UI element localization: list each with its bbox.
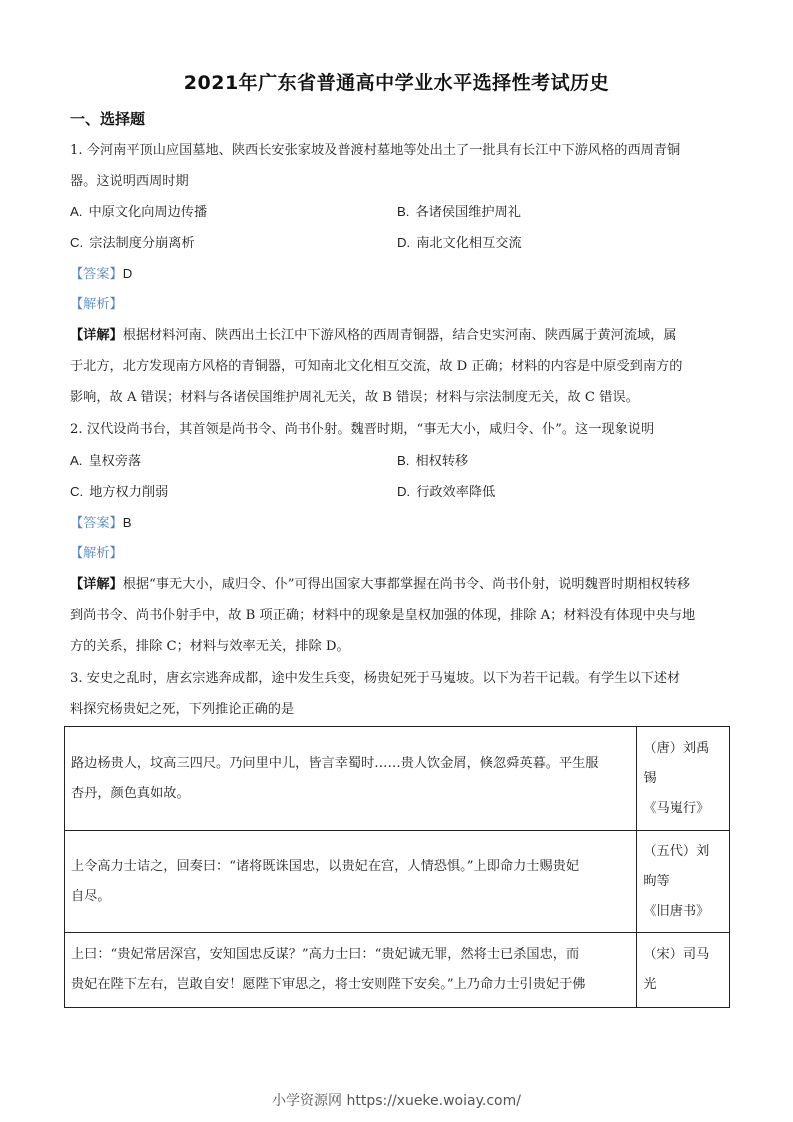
answer-label: 【答案】 (70, 516, 123, 531)
question-1-option-c (70, 233, 195, 254)
material-source (637, 933, 730, 1008)
question-1-stem-line-2: 器。这说明西周时期 (70, 174, 189, 189)
question-2-detail-line-2: 到尚书令、尚书仆射手中，故 B 项正确；材料中的现象是皇权加强的体现，排除 A；材料没有体现中央与地 (70, 608, 696, 623)
detail-label: 【详解】 (70, 577, 123, 592)
question-1-option-b (397, 202, 521, 223)
option-letter: A. (70, 453, 83, 468)
table-row (65, 831, 730, 933)
source-line: 《马嵬行》 (643, 800, 710, 816)
option-letter: A. (70, 204, 83, 219)
analysis-label: 【解析】 (70, 546, 123, 561)
table-row (65, 933, 730, 1008)
material-line: 自尽。 (71, 888, 111, 904)
option-text: 南北文化相互交流 (416, 236, 522, 251)
source-line: 锡 (643, 770, 657, 786)
material-line: 上令高力士诘之，回奏曰：“诸将既诛国忠，以贵妃在宫，人情恐惧。”上即命力士赐贵妃 (71, 858, 580, 874)
material-line: 贵妃在陛下左右，岂敢自安！愿陛下审思之，将士安则陛下安矣。”上乃命力士引贵妃于佛 (71, 977, 586, 992)
option-text: 相权转移 (415, 454, 469, 469)
source-line: （宋）司马 (643, 947, 710, 962)
question-2-option-c (70, 482, 168, 503)
question-1-stem-line-1: 1. 今河南平顶山应国墓地、陕西长安张家坡及普渡村墓地等处出土了一批具有长江中下游风格的西周青铜 (70, 143, 681, 158)
source-line: 昫等 (643, 873, 670, 889)
option-letter: D. (397, 235, 411, 250)
question-3-stem-line-1: 3. 安史之乱时，唐玄宗逃奔成都，途中发生兵变，杨贵妃死于马嵬坡。以下为若干记载。有学生以下述材 (70, 671, 681, 686)
material-line: 路边杨贵人，坟高三四尺。乃问里中儿，皆言幸蜀时……贵人饮金屑，倏忽舜英暮。平生服 (71, 755, 599, 771)
material-text (65, 933, 637, 1008)
source-line: （唐）刘禹 (643, 740, 710, 756)
detail-text: 根据材料河南、陕西出土长江中下游风格的西周青铜器，结合史实河南、陕西属于黄河流域，属 (122, 328, 677, 343)
answer-value: B (122, 515, 132, 530)
question-1-option-a (70, 202, 207, 223)
option-letter: D. (397, 484, 411, 499)
material-source (637, 831, 730, 933)
option-letter: C. (70, 235, 84, 250)
question-3-stem-line-2: 料探究杨贵妃之死，下列推论正确的是 (70, 702, 295, 717)
question-2-option-a (70, 451, 141, 472)
question-1-detail-line-1 (70, 326, 677, 346)
source-line: （五代）刘 (643, 843, 710, 859)
materials-table (64, 726, 730, 1008)
material-line: 杏丹，颜色真如故。 (71, 785, 190, 801)
source-line: 《旧唐书》 (643, 903, 710, 919)
answer-value: D (122, 266, 133, 281)
option-text: 宗法制度分崩离析 (89, 236, 195, 251)
question-2-detail-line-3: 方的关系，排除 C；材料与效率无关，排除 D。 (70, 639, 350, 654)
option-text: 皇权旁落 (88, 454, 142, 469)
question-2-option-d (397, 482, 495, 503)
question-1-detail-line-2: 于北方，北方发现南方风格的青铜器，可知南北文化相互交流，故 D 正确；材料的内容是中原受到南方的 (70, 359, 683, 374)
footer-watermark: 小学资源网 https://xueke.woiay.com/ (272, 1093, 521, 1109)
question-2-stem-line-1: 2. 汉代设尚书台，其首领是尚书令、尚书仆射。魏晋时期，“事无大小，咸归令、仆”。这一现象说明 (70, 422, 655, 437)
material-text (65, 727, 637, 831)
material-source (637, 727, 730, 831)
material-line: 上曰：“贵妃常居深宫，安知国忠反谋？”高力士曰：“贵妃诚无罪，然将士已杀国忠，而 (71, 947, 580, 962)
option-letter: C. (70, 484, 84, 499)
option-text: 中原文化向周边传播 (88, 205, 208, 220)
table-row (65, 727, 730, 831)
option-text: 各诸侯国维护周礼 (415, 205, 521, 220)
source-line: 光 (643, 977, 657, 992)
option-text: 地方权力削弱 (89, 485, 169, 500)
material-text (65, 831, 637, 933)
answer-label: 【答案】 (70, 267, 123, 282)
question-1-option-d (397, 233, 522, 254)
question-2-option-b (397, 451, 468, 472)
detail-text: 根据“事无大小，咸归令、仆”可得出国家大事都掌握在尚书令、尚书仆射，说明魏晋时期相权转移 (122, 577, 691, 592)
analysis-label: 【解析】 (70, 297, 123, 312)
question-2-analysis (70, 544, 123, 564)
option-letter: B. (397, 204, 410, 219)
page-title: 2021年广东省普通高中学业水平选择性考试历史 (183, 72, 610, 94)
option-letter: B. (397, 453, 410, 468)
section-heading: 一、选择题 (70, 110, 146, 128)
question-2-detail-line-1 (70, 575, 690, 595)
question-2-answer (70, 513, 132, 534)
question-1-answer (70, 264, 132, 285)
question-1-analysis (70, 295, 123, 315)
option-text: 行政效率降低 (416, 485, 496, 500)
detail-label: 【详解】 (70, 328, 123, 343)
question-1-detail-line-3: 影响，故 A 错误；材料与各诸侯国维护周礼无关，故 B 错误；材料与宗法制度无关，故 C 错误。 (70, 390, 639, 405)
